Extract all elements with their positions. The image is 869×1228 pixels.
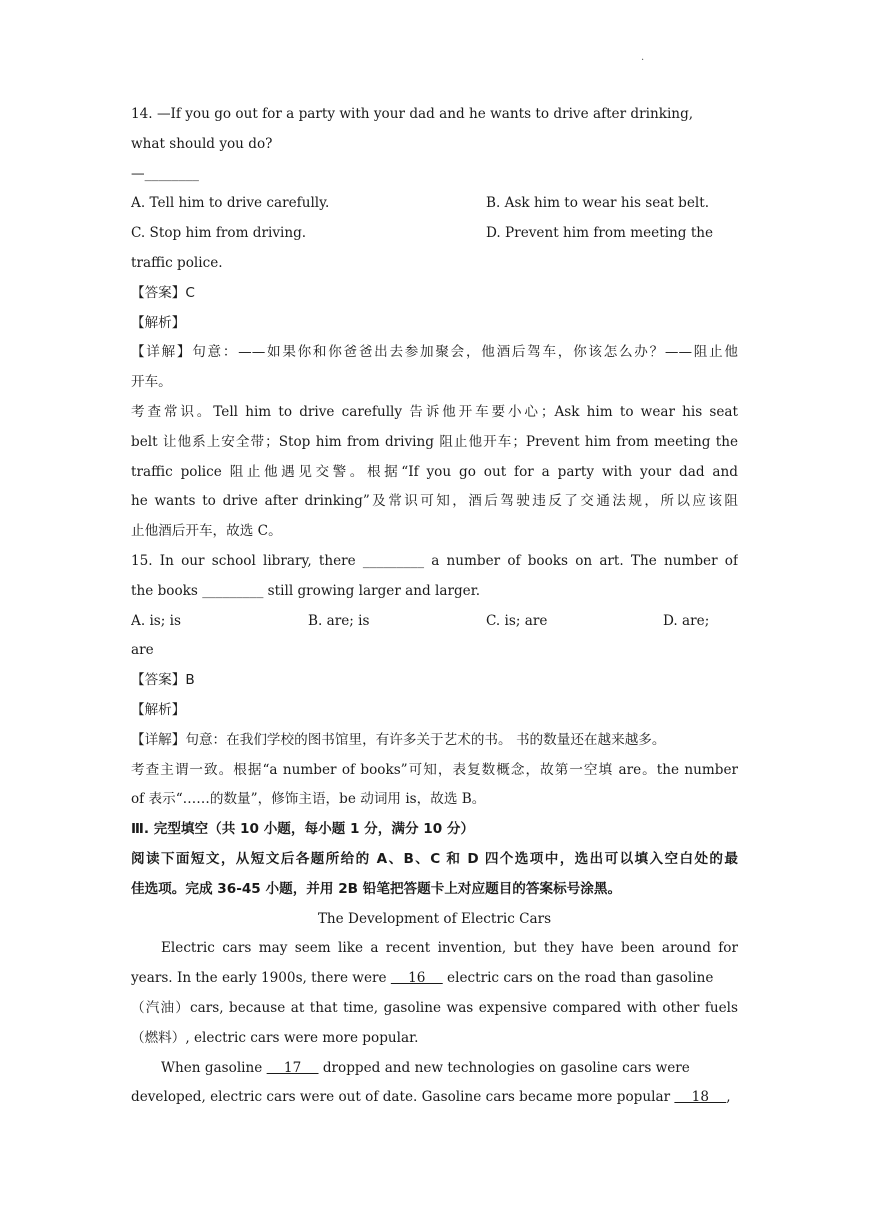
- q14-exp-line1: 考查常识。Tell him to drive carefully 告诉他开车要小心；Ask him to wear his seat: [131, 403, 738, 420]
- q14-exp-line3: traffic police 阻止他遇见交警。根据“If you go out for a party with your dad and: [131, 463, 738, 480]
- q15-option-d: D. are;: [663, 612, 710, 629]
- passage-p2-line1: [131, 1054, 738, 1084]
- q15-answer: 【答案】B: [131, 672, 195, 689]
- passage-text: electric cars on the road than gasoline: [442, 970, 714, 987]
- q14-exp-line4: he wants to drive after drinking”及常识可知，酒后驾驶违反了交通法规，所以应该阻: [131, 493, 738, 510]
- q15-stem-line2: the books _________ still growing larger and larger.: [131, 582, 481, 599]
- q14-stem-line2: what should you do?: [131, 135, 273, 152]
- blank-18: 18: [674, 1089, 727, 1106]
- page-content: [131, 100, 738, 1113]
- q15-option-b: B. are; is: [308, 612, 370, 629]
- q14-detail-line1: 【详解】句意：——如果你和你爸爸出去参加聚会，他酒后驾车，你该怎么办？——阻止他: [131, 344, 738, 361]
- q15-detail-line1: 【详解】句意：在我们学校的图书馆里，有许多关于艺术的书。 书的数量还在越来越多。: [131, 731, 666, 748]
- passage-text: ,: [726, 1089, 731, 1106]
- q14-option-d-cont: traffic police.: [131, 254, 223, 271]
- q14-blank: —________: [131, 165, 199, 182]
- blank-17: 17: [266, 1059, 319, 1076]
- q15-option-c: C. is; are: [486, 612, 548, 629]
- q15-option-a: A. is; is: [131, 612, 182, 629]
- q15-analysis-label: 【解析】: [131, 701, 186, 718]
- passage-p1-line3: （汽油）cars, because at that time, gasoline was expensive compared with other fuels: [131, 999, 738, 1016]
- q15-option-d-cont: are: [131, 642, 154, 659]
- blank-16: 16: [390, 970, 443, 987]
- section3-instruction-line1: 阅读下面短文，从短文后各题所给的 A、B、C 和 D 四个选项中，选出可以填入空白处的最: [131, 850, 738, 867]
- header-dot: .: [641, 52, 645, 63]
- passage-p1-line2: [131, 964, 738, 994]
- q14-option-d: D. Prevent him from meeting the: [486, 225, 714, 242]
- q14-option-b: B. Ask him to wear his seat belt.: [486, 195, 710, 212]
- q14-analysis-label: 【解析】: [131, 314, 186, 331]
- q14-stem-line1: 14. —If you go out for a party with your dad and he wants to drive after drinking,: [131, 106, 694, 122]
- q14-detail-line2: 开车。: [131, 374, 172, 391]
- section3-heading: Ⅲ. 完型填空（共 10 小题，每小题 1 分，满分 10 分）: [131, 821, 475, 838]
- section3-instruction-line2: 佳选项。完成 36-45 小题，并用 2B 铅笔把答题卡上对应题目的答案标号涂黑。: [131, 880, 622, 897]
- passage-text: developed, electric cars were out of date. Gasoline cars became more popular: [131, 1089, 675, 1106]
- passage-title: The Development of Electric Cars: [317, 910, 552, 927]
- q14-exp-line2: belt 让他系上安全带；Stop him from driving 阻止他开车；Prevent him from meeting the: [131, 433, 738, 450]
- q14-option-c: C. Stop him from driving.: [131, 225, 307, 242]
- passage-p2-line2: [131, 1083, 738, 1113]
- passage-text: dropped and new technologies on gasoline cars were: [318, 1059, 690, 1076]
- passage-text: years. In the early 1900s, there were: [131, 970, 391, 987]
- q15-options-row: [131, 607, 738, 637]
- q15-stem-line1: 15. In our school library, there _________ a number of books on art. The number of: [131, 552, 738, 569]
- q14-options-row1: [131, 189, 738, 219]
- passage-text: When gasoline: [161, 1059, 267, 1076]
- q15-exp-line2: of 表示“……的数量”，修饰主语，be 动词用 is，故选 B。: [131, 791, 486, 808]
- passage-p1-line4: （燃料）, electric cars were more popular.: [131, 1029, 419, 1046]
- q14-options-row2: [131, 219, 738, 249]
- passage-p1-line1: Electric cars may seem like a recent invention, but they have been around for: [161, 940, 738, 957]
- q15-exp-line1: 考查主谓一致。根据“a number of books”可知，表复数概念，故第一空填 are。the number: [131, 761, 738, 778]
- q14-answer: 【答案】C: [131, 284, 195, 301]
- q14-exp-line5: 止他酒后开车，故选 C。: [131, 523, 282, 540]
- q14-option-a: A. Tell him to drive carefully.: [131, 195, 330, 212]
